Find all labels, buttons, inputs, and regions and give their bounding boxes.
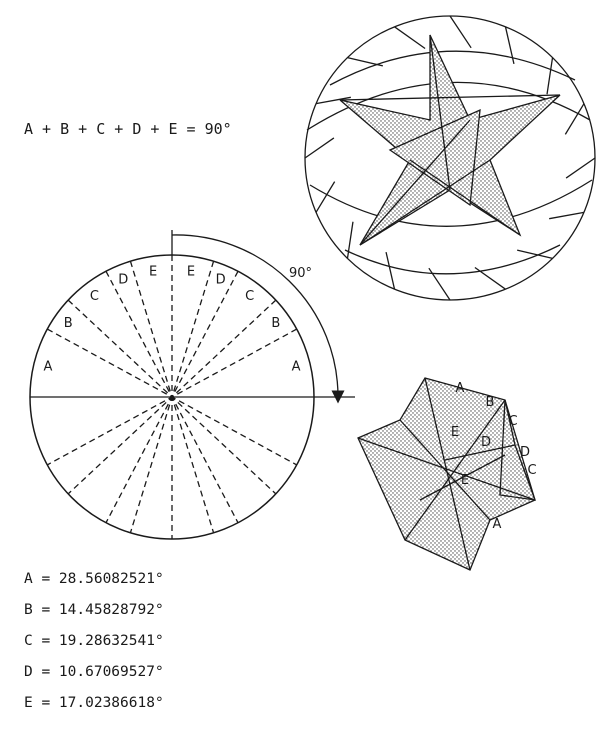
sphere-illustration: [305, 16, 595, 300]
angle-value-d: D = 10.67069527°: [24, 664, 164, 680]
arc-label: 90°: [289, 266, 313, 281]
circle-label-left-1: B: [63, 316, 73, 332]
net-label-8: A: [492, 517, 502, 532]
net-label-2: C: [508, 414, 518, 429]
circle-label-right-2: C: [245, 289, 255, 305]
circle-label-right-0: A: [291, 359, 301, 375]
net-label-4: D: [480, 435, 492, 450]
angle-value-e: E = 17.02386618°: [24, 695, 164, 711]
circle-label-right-3: D: [215, 272, 226, 288]
circle-label-right-4: E: [186, 264, 196, 280]
angle-value-c: C = 19.28632541°: [24, 633, 164, 649]
net-label-7: E: [460, 473, 470, 488]
net-illustration: [358, 378, 537, 570]
net-label-0: A: [455, 381, 465, 396]
angle-values-list: [24, 571, 164, 726]
net-label-5: D: [519, 445, 531, 460]
angle-value-b: B = 14.45828792°: [24, 602, 164, 618]
circle-label-left-4: E: [148, 264, 158, 280]
circle-label-right-1: B: [271, 316, 281, 332]
net-label-1: B: [485, 395, 495, 410]
circle-label-left-2: C: [89, 289, 99, 305]
angle-sum-equation: A + B + C + D + E = 90°: [24, 120, 232, 138]
angle-value-a: A = 28.56082521°: [24, 571, 164, 587]
net-label-6: C: [527, 463, 537, 478]
circle-diagram: [30, 230, 355, 539]
net-label-3: E: [450, 425, 460, 440]
ninety-degree-arc: [172, 235, 338, 397]
circle-label-left-0: A: [43, 359, 53, 375]
circle-label-left-3: D: [118, 272, 129, 288]
